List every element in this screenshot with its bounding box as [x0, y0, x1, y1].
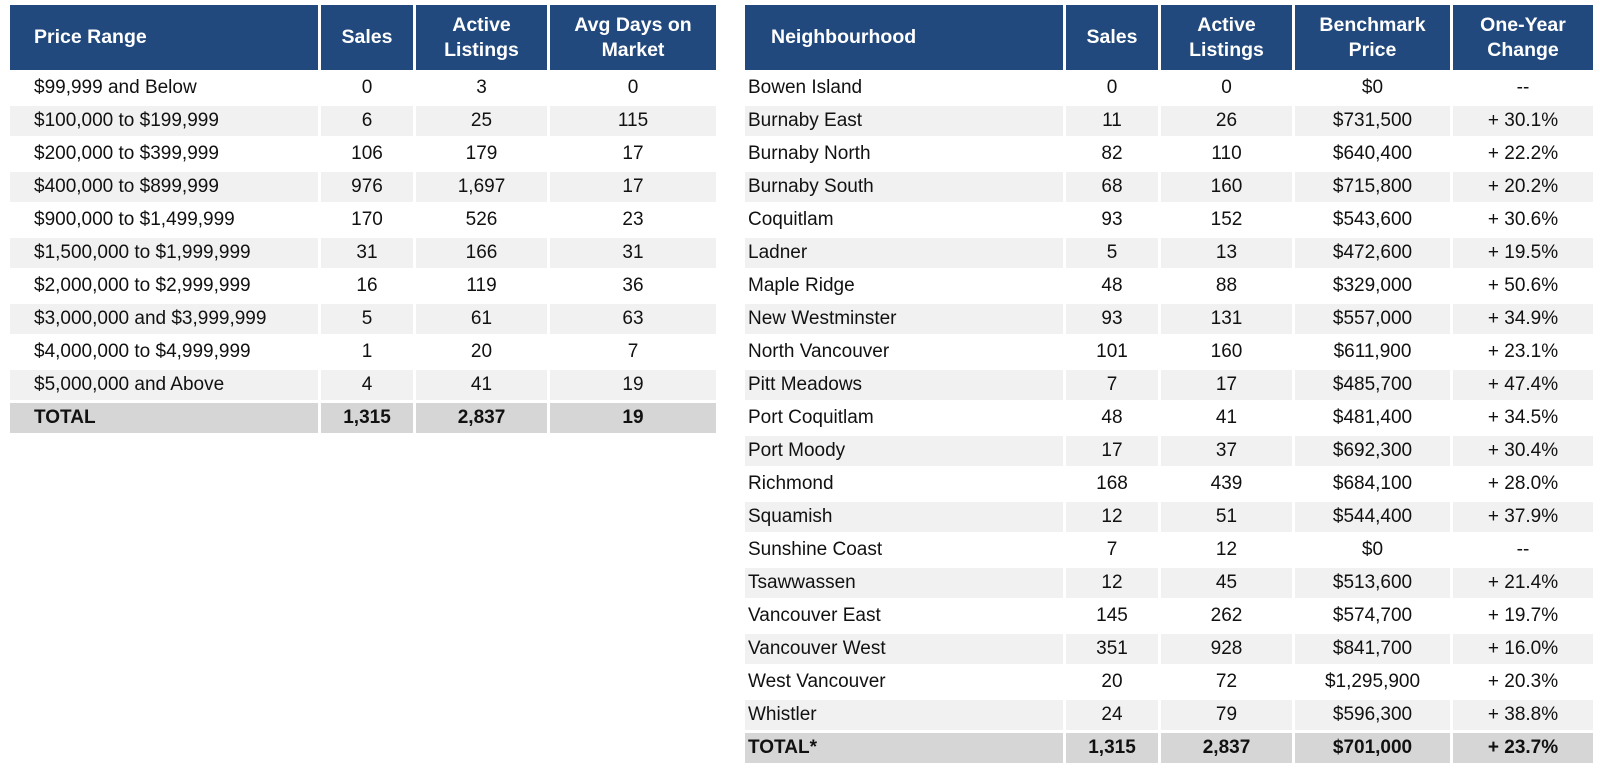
- price-range-table-cell: $200,000 to $399,999: [34, 143, 219, 164]
- price-range-table-cell: 25: [413, 106, 547, 136]
- neighbourhood-table-cell: Vancouver East: [748, 605, 881, 626]
- neighbourhood-column-header: One-Year Change: [1450, 5, 1593, 70]
- price-range-table-row: [10, 106, 716, 136]
- neighbourhood-table-cell: $611,900: [1292, 337, 1450, 367]
- price-range-table-cell: $400,000 to $899,999: [10, 172, 318, 202]
- neighbourhood-table-row: [745, 337, 1593, 367]
- price-range-table-cell: 31: [318, 238, 413, 268]
- neighbourhood-table-cell: 12: [1063, 502, 1158, 532]
- neighbourhood-table-cell: Port Moody: [745, 436, 1063, 466]
- neighbourhood-table-cell: $731,500: [1292, 106, 1450, 136]
- neighbourhood-column-header: Active Listings: [1158, 5, 1292, 70]
- neighbourhood-table-cell: $596,300: [1292, 700, 1450, 730]
- price-range-table-cell: 5: [318, 304, 413, 334]
- neighbourhood-table-cell: + 37.9%: [1450, 502, 1593, 532]
- neighbourhood-table-row: [745, 469, 1593, 499]
- neighbourhood-table-cell: $692,300: [1292, 436, 1450, 466]
- neighbourhood-table-cell: + 38.8%: [1450, 700, 1593, 730]
- price-range-table-cell: 41: [413, 370, 547, 400]
- neighbourhood-table-cell: 11: [1063, 106, 1158, 136]
- price-range-table-cell: 1,697: [413, 172, 547, 202]
- neighbourhood-table-cell: 131: [1158, 304, 1292, 334]
- price-range-table-cell: 16: [318, 271, 413, 301]
- neighbourhood-table-cell: $640,400: [1292, 139, 1450, 169]
- neighbourhood-table-cell: $329,000: [1292, 271, 1450, 301]
- neighbourhood-table-cell: + 23.1%: [1450, 337, 1593, 367]
- neighbourhood-table-cell: + 30.6%: [1450, 205, 1593, 235]
- neighbourhood-column-header: Neighbourhood: [745, 5, 1063, 70]
- price-range-table-cell: $2,000,000 to $2,999,999: [34, 275, 251, 296]
- neighbourhood-table-cell: 17: [1063, 436, 1158, 466]
- neighbourhood-table-cell: West Vancouver: [748, 671, 886, 692]
- neighbourhood-table-row: [745, 106, 1593, 136]
- neighbourhood-table-cell: Ladner: [745, 238, 1063, 268]
- neighbourhood-table-cell: + 34.5%: [1450, 403, 1593, 433]
- neighbourhood-table-cell: 152: [1158, 205, 1292, 235]
- neighbourhood-table-cell: Coquitlam: [748, 209, 834, 230]
- neighbourhood-table-cell: 5: [1063, 238, 1158, 268]
- neighbourhood-table-row: [745, 634, 1593, 664]
- price-range-table-cell: 1: [318, 337, 413, 367]
- neighbourhood-table-cell: $684,100: [1292, 469, 1450, 499]
- neighbourhood-table-cell: Burnaby South: [745, 172, 1063, 202]
- neighbourhood-table-cell: $513,600: [1292, 568, 1450, 598]
- price-range-table-cell: 23: [547, 205, 716, 235]
- neighbourhood-table-cell: 168: [1063, 469, 1158, 499]
- neighbourhood-table-cell: Whistler: [745, 700, 1063, 730]
- price-range-table-cell: 17: [547, 139, 716, 169]
- neighbourhood-table-cell: + 20.2%: [1450, 172, 1593, 202]
- neighbourhood-table-row: [745, 73, 1593, 103]
- neighbourhood-table-cell: Port Coquitlam: [748, 407, 874, 428]
- neighbourhood-table-cell: North Vancouver: [748, 341, 890, 362]
- neighbourhood-table-cell: + 19.5%: [1450, 238, 1593, 268]
- neighbourhood-table: [745, 5, 1593, 763]
- neighbourhood-table-cell: 41: [1158, 403, 1292, 433]
- neighbourhood-table-cell: Burnaby East: [745, 106, 1063, 136]
- price-range-table-cell: 20: [413, 337, 547, 367]
- price-range-table-cell: $1,500,000 to $1,999,999: [10, 238, 318, 268]
- neighbourhood-table-cell: 439: [1158, 469, 1292, 499]
- price-range-table-row: [10, 304, 716, 334]
- neighbourhood-table-cell: 160: [1158, 172, 1292, 202]
- neighbourhood-table-row: [745, 535, 1593, 565]
- neighbourhood-table-cell: Pitt Meadows: [745, 370, 1063, 400]
- neighbourhood-table-cell: 45: [1158, 568, 1292, 598]
- price-range-table-cell: 19: [547, 370, 716, 400]
- neighbourhood-table-cell: $841,700: [1292, 634, 1450, 664]
- neighbourhood-table-cell: Tsawwassen: [745, 568, 1063, 598]
- neighbourhood-table-cell: 51: [1158, 502, 1292, 532]
- neighbourhood-table-row: [745, 271, 1593, 301]
- neighbourhood-table-row: [745, 667, 1593, 697]
- neighbourhood-table-cell: $485,700: [1292, 370, 1450, 400]
- neighbourhood-table-cell: + 30.1%: [1450, 106, 1593, 136]
- neighbourhood-table-cell: + 21.4%: [1450, 568, 1593, 598]
- neighbourhood-total-cell: TOTAL*: [745, 733, 1063, 763]
- price-range-table-cell: $3,000,000 and $3,999,999: [10, 304, 318, 334]
- neighbourhood-table-cell: + 20.3%: [1450, 667, 1593, 697]
- neighbourhood-table-cell: 12: [1063, 568, 1158, 598]
- neighbourhood-table-row: [745, 304, 1593, 334]
- neighbourhood-table-row: [745, 568, 1593, 598]
- neighbourhood-table-row: [745, 601, 1593, 631]
- neighbourhood-table-cell: $0: [1292, 73, 1450, 103]
- neighbourhood-table-row: [745, 700, 1593, 730]
- neighbourhood-table-row: [745, 370, 1593, 400]
- price-range-total-cell: 2,837: [413, 403, 547, 433]
- neighbourhood-table-cell: 48: [1063, 403, 1158, 433]
- neighbourhood-table-cell: 12: [1158, 535, 1292, 565]
- price-range-table-row: [10, 205, 716, 235]
- neighbourhood-table-cell: $481,400: [1292, 403, 1450, 433]
- neighbourhood-table-cell: 17: [1158, 370, 1292, 400]
- price-range-table-row: [10, 238, 716, 268]
- neighbourhood-table-cell: $543,600: [1292, 205, 1450, 235]
- price-range-table-cell: 3: [413, 73, 547, 103]
- neighbourhood-table-cell: 79: [1158, 700, 1292, 730]
- price-range-table-cell: 115: [547, 106, 716, 136]
- neighbourhood-header-row: [745, 5, 1593, 70]
- neighbourhood-table-cell: 928: [1158, 634, 1292, 664]
- neighbourhood-table-row: [745, 436, 1593, 466]
- neighbourhood-table-cell: 88: [1158, 271, 1292, 301]
- neighbourhood-table-cell: 93: [1063, 304, 1158, 334]
- price-range-table-cell: 976: [318, 172, 413, 202]
- neighbourhood-table-row: [745, 205, 1593, 235]
- neighbourhood-table-cell: + 19.7%: [1450, 601, 1593, 631]
- neighbourhood-table-row: [745, 502, 1593, 532]
- neighbourhood-table-cell: 82: [1063, 139, 1158, 169]
- price-range-table-cell: 31: [547, 238, 716, 268]
- neighbourhood-table-cell: --: [1450, 73, 1593, 103]
- neighbourhood-table-cell: 351: [1063, 634, 1158, 664]
- price-range-column-header: Price Range: [10, 5, 318, 70]
- neighbourhood-table-cell: 160: [1158, 337, 1292, 367]
- price-range-table-cell: 61: [413, 304, 547, 334]
- price-range-column-header: Active Listings: [413, 5, 547, 70]
- neighbourhood-table-cell: + 47.4%: [1450, 370, 1593, 400]
- neighbourhood-table-cell: 68: [1063, 172, 1158, 202]
- neighbourhood-table-row: [745, 403, 1593, 433]
- neighbourhood-table-cell: --: [1450, 535, 1593, 565]
- price-range-total-row: [10, 403, 716, 433]
- price-range-table-cell: 179: [413, 139, 547, 169]
- neighbourhood-table-cell: 110: [1158, 139, 1292, 169]
- neighbourhood-table-cell: $715,800: [1292, 172, 1450, 202]
- neighbourhood-table-row: [745, 238, 1593, 268]
- price-range-table-cell: 4: [318, 370, 413, 400]
- neighbourhood-table-cell: 93: [1063, 205, 1158, 235]
- neighbourhood-total-cell: $701,000: [1292, 733, 1450, 763]
- neighbourhood-column-header: Benchmark Price: [1292, 5, 1450, 70]
- price-range-table-cell: $99,999 and Below: [34, 77, 197, 98]
- price-range-table-cell: 119: [413, 271, 547, 301]
- neighbourhood-table-cell: + 50.6%: [1450, 271, 1593, 301]
- neighbourhood-table-cell: 101: [1063, 337, 1158, 367]
- neighbourhood-table-cell: Maple Ridge: [748, 275, 855, 296]
- price-range-total-cell: 1,315: [318, 403, 413, 433]
- price-range-table-row: [10, 139, 716, 169]
- neighbourhood-table-cell: Burnaby North: [748, 143, 871, 164]
- price-range-total-cell: TOTAL: [10, 403, 318, 433]
- price-range-table-cell: $5,000,000 and Above: [10, 370, 318, 400]
- neighbourhood-table-cell: $557,000: [1292, 304, 1450, 334]
- neighbourhood-total-cell: 1,315: [1063, 733, 1158, 763]
- price-range-total-cell: 19: [547, 403, 716, 433]
- neighbourhood-table-cell: + 28.0%: [1450, 469, 1593, 499]
- neighbourhood-table-row: [745, 172, 1593, 202]
- neighbourhood-table-cell: 7: [1063, 370, 1158, 400]
- price-range-table-cell: $100,000 to $199,999: [10, 106, 318, 136]
- neighbourhood-table-cell: Bowen Island: [748, 77, 863, 98]
- neighbourhood-table-cell: $0: [1292, 535, 1450, 565]
- price-range-table-cell: 0: [547, 73, 716, 103]
- neighbourhood-table-cell: 0: [1063, 73, 1158, 103]
- neighbourhood-total-row: [745, 733, 1593, 763]
- neighbourhood-table-cell: 24: [1063, 700, 1158, 730]
- neighbourhood-table-cell: 37: [1158, 436, 1292, 466]
- neighbourhood-table-cell: 13: [1158, 238, 1292, 268]
- price-range-table-cell: $4,000,000 to $4,999,999: [34, 341, 251, 362]
- neighbourhood-table-cell: + 30.4%: [1450, 436, 1593, 466]
- neighbourhood-table-cell: Richmond: [748, 473, 834, 494]
- price-range-table-cell: 106: [318, 139, 413, 169]
- neighbourhood-table-cell: 145: [1063, 601, 1158, 631]
- price-range-table-row: [10, 73, 716, 103]
- price-range-table: [10, 5, 716, 433]
- price-range-column-header: Avg Days on Market: [547, 5, 716, 70]
- price-range-table-cell: 36: [547, 271, 716, 301]
- neighbourhood-table-cell: 262: [1158, 601, 1292, 631]
- price-range-table-row: [10, 370, 716, 400]
- neighbourhood-total-cell: + 23.7%: [1450, 733, 1593, 763]
- neighbourhood-table-cell: 72: [1158, 667, 1292, 697]
- price-range-table-cell: 17: [547, 172, 716, 202]
- neighbourhood-table-cell: Squamish: [745, 502, 1063, 532]
- neighbourhood-table-cell: Sunshine Coast: [748, 539, 883, 560]
- neighbourhood-table-cell: + 34.9%: [1450, 304, 1593, 334]
- neighbourhood-table-cell: + 22.2%: [1450, 139, 1593, 169]
- price-range-table-cell: 63: [547, 304, 716, 334]
- price-range-table-cell: 166: [413, 238, 547, 268]
- neighbourhood-table-cell: $1,295,900: [1292, 667, 1450, 697]
- neighbourhood-table-cell: 7: [1063, 535, 1158, 565]
- price-range-table-cell: 6: [318, 106, 413, 136]
- neighbourhood-total-cell: 2,837: [1158, 733, 1292, 763]
- price-range-table-row: [10, 172, 716, 202]
- neighbourhood-table-row: [745, 139, 1593, 169]
- neighbourhood-table-cell: + 16.0%: [1450, 634, 1593, 664]
- neighbourhood-table-cell: $574,700: [1292, 601, 1450, 631]
- price-range-column-header: Sales: [318, 5, 413, 70]
- neighbourhood-table-cell: $472,600: [1292, 238, 1450, 268]
- neighbourhood-table-cell: 0: [1158, 73, 1292, 103]
- price-range-table-cell: 7: [547, 337, 716, 367]
- neighbourhood-table-cell: Vancouver West: [745, 634, 1063, 664]
- price-range-table-cell: 170: [318, 205, 413, 235]
- neighbourhood-table-cell: 48: [1063, 271, 1158, 301]
- price-range-table-cell: $900,000 to $1,499,999: [34, 209, 235, 230]
- neighbourhood-table-cell: New Westminster: [745, 304, 1063, 334]
- neighbourhood-table-cell: 20: [1063, 667, 1158, 697]
- neighbourhood-table-cell: 26: [1158, 106, 1292, 136]
- price-range-table-row: [10, 271, 716, 301]
- price-range-table-cell: 0: [318, 73, 413, 103]
- price-range-table-cell: 526: [413, 205, 547, 235]
- price-range-table-row: [10, 337, 716, 367]
- neighbourhood-column-header: Sales: [1063, 5, 1158, 70]
- neighbourhood-table-cell: $544,400: [1292, 502, 1450, 532]
- price-range-header-row: [10, 5, 716, 70]
